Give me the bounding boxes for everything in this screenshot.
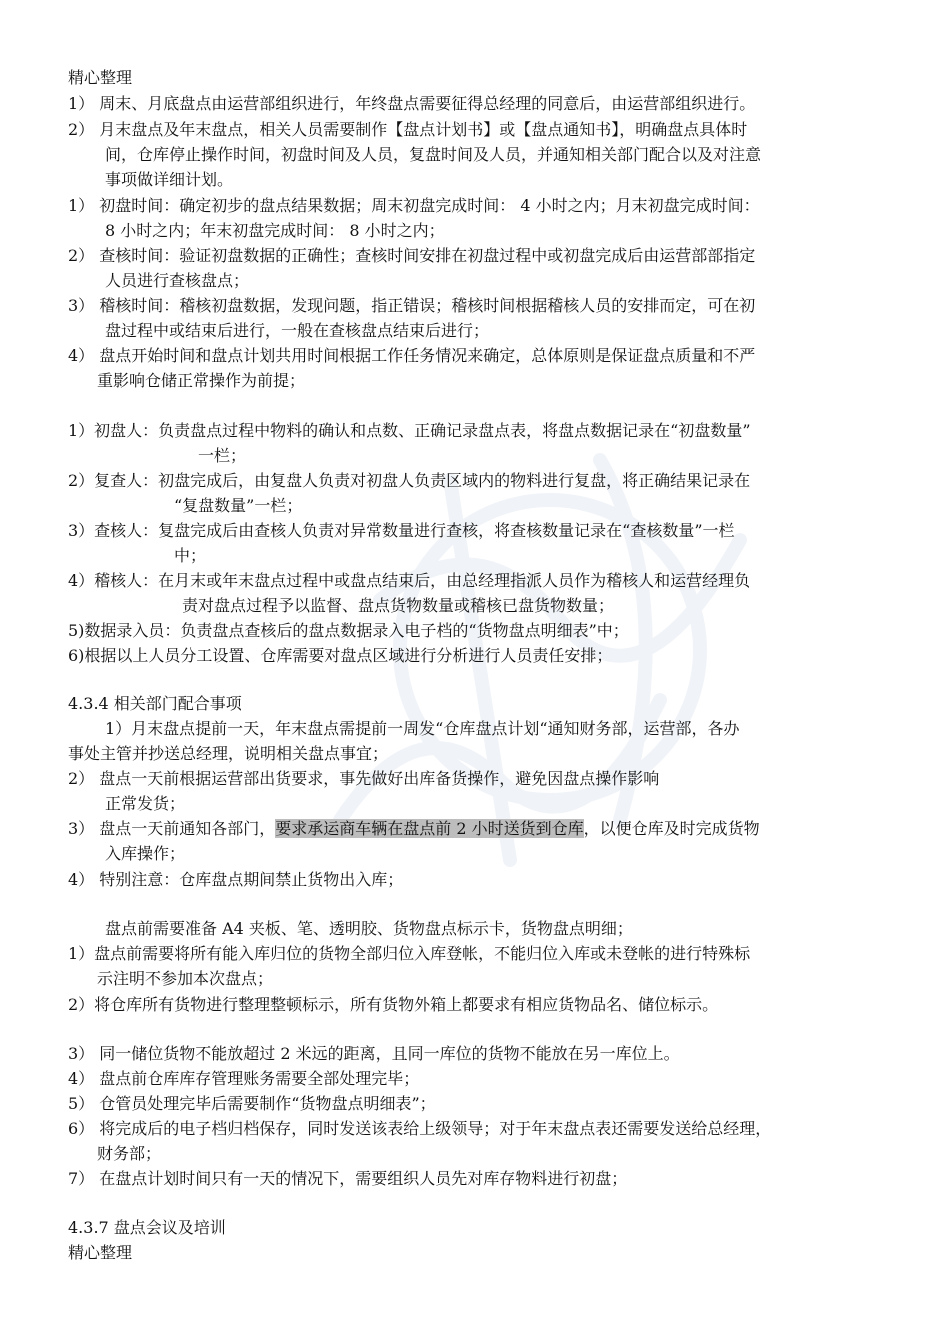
paragraph-line: 1） 初盘时间：确定初步的盘点结果数据；周末初盘完成时间： 4 小时之内；月末初盘完成时间： <box>68 196 760 215</box>
paragraph-line: 事处主管并抄送总经理，说明相关盘点事宜； <box>68 744 389 763</box>
paragraph-line: 2） 查核时间：验证初盘数据的正确性；查核时间安排在初盘过程中或初盘完成后由运营部部指定 <box>68 246 756 265</box>
paragraph-line: 8 小时之内；年末初盘完成时间： 8 小时之内； <box>105 221 445 240</box>
paragraph-line: 4） 盘点前仓库库存管理账务需要全部处理完毕； <box>68 1069 420 1088</box>
paragraph-line: 2） 月末盘点及年末盘点，相关人员需要制作【盘点计划书】或【盘点通知书】，明确盘点具体时 <box>68 120 748 139</box>
paragraph-line: 精心整理 <box>68 68 133 87</box>
paragraph-line: 一栏； <box>198 446 247 465</box>
paragraph-line: 5)数据录入员：负责盘点查核后的盘点数据录入电子档的“货物盘点明细表”中； <box>68 621 629 640</box>
paragraph-line: 财务部； <box>97 1144 162 1163</box>
line-text: 入库操作； <box>105 844 186 863</box>
paragraph-line: 盘过程中或结束后进行，一般在查核盘点结束后进行； <box>105 321 490 340</box>
paragraph-line: 事项做详细计划。 <box>105 170 234 189</box>
paragraph-line: 正常发货； <box>105 794 186 813</box>
paragraph-line: 6)根据以上人员分工设置、仓库需要对盘点区域进行分析进行人员责任安排； <box>68 646 613 665</box>
paragraph-line: 4.3.4 相关部门配合事项 <box>68 694 242 713</box>
paragraph-line: 4） 特别注意：仓库盘点期间禁止货物出入库； <box>68 870 404 889</box>
paragraph-line: 示注明不参加本次盘点； <box>97 969 274 988</box>
highlighted-text: 要求承运商车辆在盘点前 2 小时送货到仓库 <box>275 819 584 838</box>
paragraph-line: 4.3.7 盘点会议及培训 <box>68 1218 226 1237</box>
paragraph-line: 责对盘点过程予以监督、盘点货物数量或稽核已盘货物数量； <box>182 596 615 615</box>
paragraph-line: 1）月末盘点提前一天，年末盘点需提前一周发“仓库盘点计划“通知财务部，运营部，各办 <box>105 719 740 738</box>
paragraph-line: 4）稽核人：在月末或年末盘点过程中或盘点结束后，由总经理指派人员作为稽核人和运营经理负 <box>68 571 751 590</box>
paragraph-line: 3） 同一储位货物不能放超过 2 米远的距离，且同一库位的货物不能放在另一库位上。 <box>68 1044 680 1063</box>
paragraph-line: 中； <box>174 546 207 565</box>
paragraph-line-continuation <box>105 844 185 866</box>
paragraph-line: 2） 盘点一天前根据运营部出货要求，事先做好出库备货操作，避免因盘点操作影响 <box>68 769 660 788</box>
paragraph-line: 人员进行查核盘点； <box>105 271 250 290</box>
paragraph-line: 4） 盘点开始时间和盘点计划共用时间根据工作任务情况来确定，总体原则是保证盘点质量和不严 <box>68 346 756 365</box>
paragraph-line-highlight <box>68 819 760 841</box>
line-text: ，以便仓库及时完成货物 <box>583 819 760 838</box>
paragraph-line: 2）将仓库所有货物进行整理整顿标示，所有货物外箱上都要求有相应货物品名、储位标示。 <box>68 995 719 1014</box>
paragraph-line: 精心整理 <box>68 1243 133 1262</box>
paragraph-line: 2）复查人：初盘完成后，由复盘人负责对初盘人负责区域内的物料进行复盘，将正确结果记录在 <box>68 471 751 490</box>
paragraph-line: 间，仓库停止操作时间，初盘时间及人员，复盘时间及人员，并通知相关部门配合以及对注意 <box>105 145 762 164</box>
paragraph-line: 重影响仓储正常操作为前提； <box>97 371 306 390</box>
paragraph-line: 3） 稽核时间：稽核初盘数据，发现问题，指正错误；稽核时间根据稽核人员的安排而定，可在初 <box>68 296 756 315</box>
paragraph-line: “复盘数量”一栏； <box>174 496 303 515</box>
paragraph-line: 6） 将完成后的电子档归档保存，同时发送该表给上级领导；对于年末盘点表还需要发送给总经理， <box>68 1119 772 1138</box>
paragraph-line: 7） 在盘点计划时间只有一天的情况下，需要组织人员先对库存物料进行初盘； <box>68 1169 628 1188</box>
paragraph-line: 1）盘点前需要将所有能入库归位的货物全部归位入库登帐，不能归位入库或未登帐的进行特殊标 <box>68 944 751 963</box>
paragraph-line: 1） 周末、月底盘点由运营部组织进行，年终盘点需要征得总经理的同意后，由运营部组织进行。 <box>68 94 756 113</box>
line-text: 3） 盘点一天前通知各部门， <box>68 819 276 838</box>
paragraph-line: 1）初盘人：负责盘点过程中物料的确认和点数、正确记录盘点表，将盘点数据记录在“初盘数量” <box>68 421 751 440</box>
paragraph-line: 5） 仓管员处理完毕后需要制作“货物盘点明细表”； <box>68 1094 436 1113</box>
paragraph-line: 盘点前需要准备 A4 夹板、笔、透明胶、货物盘点标示卡，货物盘点明细； <box>105 919 633 938</box>
paragraph-line: 3）查核人：复盘完成后由查核人负责对异常数量进行查核，将查核数量记录在“查核数量”一栏 <box>68 521 735 540</box>
